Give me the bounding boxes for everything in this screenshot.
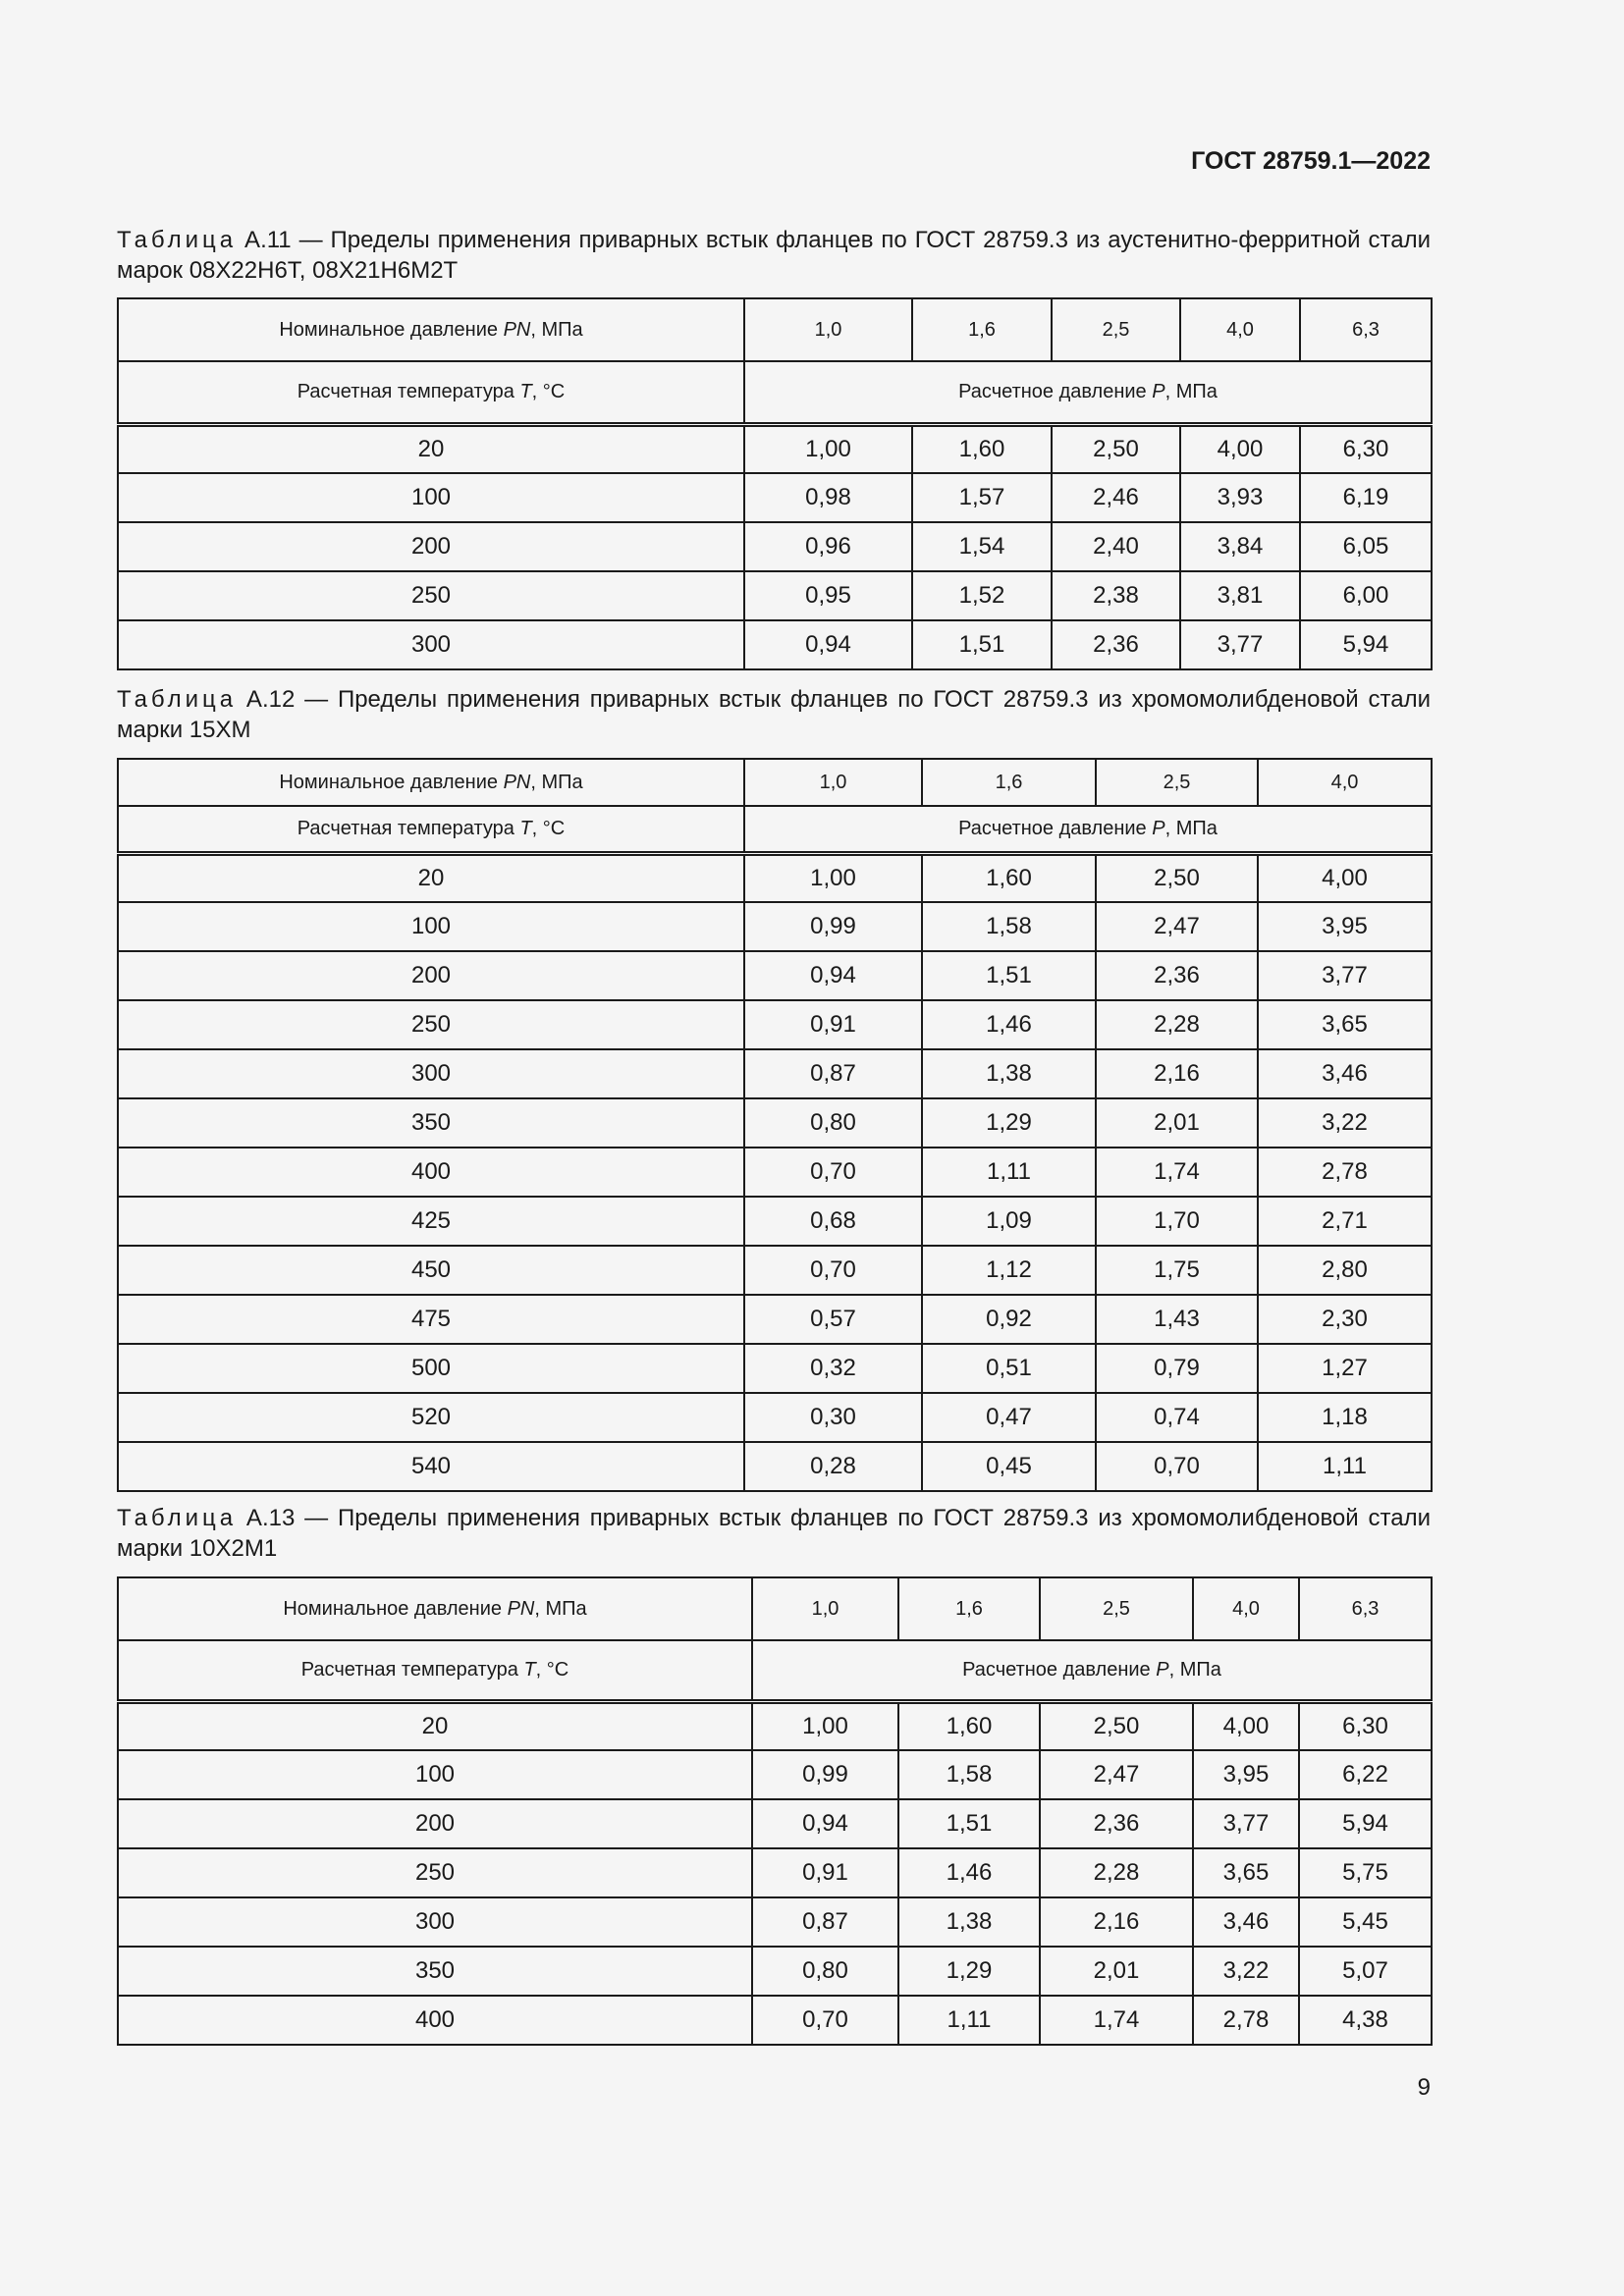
value-cell: 0,70	[744, 1246, 922, 1295]
table-row	[118, 620, 1432, 669]
temperature-cell: 100	[118, 473, 744, 522]
value-cell: 1,60	[912, 424, 1052, 473]
table-row	[118, 1701, 1432, 1750]
temperature-cell: 540	[118, 1442, 744, 1491]
value-cell: 1,70	[1096, 1197, 1258, 1246]
temperature-header-row	[118, 806, 1432, 853]
value-cell: 1,43	[1096, 1295, 1258, 1344]
pn-value: 1,0	[752, 1577, 898, 1640]
table-label: Таблица	[117, 686, 238, 713]
value-cell: 6,05	[1300, 522, 1432, 571]
value-cell: 2,50	[1052, 424, 1180, 473]
temperature-header-cell: Расчетная температура T, °С	[118, 806, 744, 853]
pn-value: 1,6	[922, 759, 1096, 806]
value-cell: 1,52	[912, 571, 1052, 620]
value-cell: 1,60	[898, 1701, 1040, 1750]
value-cell: 0,92	[922, 1295, 1096, 1344]
value-cell: 2,80	[1258, 1246, 1432, 1295]
value-cell: 2,01	[1096, 1098, 1258, 1148]
table-row	[118, 1049, 1432, 1098]
value-cell: 1,29	[898, 1947, 1040, 1996]
document-code: ГОСТ 28759.1—2022	[1191, 147, 1431, 175]
temperature-cell: 300	[118, 620, 744, 669]
value-cell: 0,79	[1096, 1344, 1258, 1393]
pn-value: 6,3	[1299, 1577, 1432, 1640]
pn-value: 4,0	[1193, 1577, 1299, 1640]
pn-header-row	[118, 298, 1432, 361]
value-cell: 0,68	[744, 1197, 922, 1246]
temperature-cell: 400	[118, 1996, 752, 2045]
value-cell: 2,78	[1193, 1996, 1299, 2045]
value-cell: 4,00	[1193, 1701, 1299, 1750]
value-cell: 0,91	[744, 1000, 922, 1049]
pn-value: 2,5	[1052, 298, 1180, 361]
pn-header-row	[118, 1577, 1432, 1640]
temperature-cell: 300	[118, 1897, 752, 1947]
table-row	[118, 571, 1432, 620]
pn-value: 6,3	[1300, 298, 1432, 361]
value-cell: 2,16	[1040, 1897, 1193, 1947]
value-cell: 2,40	[1052, 522, 1180, 571]
value-cell: 1,51	[898, 1799, 1040, 1848]
value-cell: 5,94	[1299, 1799, 1432, 1848]
value-cell: 1,00	[744, 853, 922, 902]
value-cell: 1,38	[898, 1897, 1040, 1947]
value-cell: 1,11	[1258, 1442, 1432, 1491]
value-cell: 0,51	[922, 1344, 1096, 1393]
table-row	[118, 1344, 1432, 1393]
pn-value: 1,6	[898, 1577, 1040, 1640]
value-cell: 0,28	[744, 1442, 922, 1491]
table-row	[118, 1393, 1432, 1442]
value-cell: 2,38	[1052, 571, 1180, 620]
pn-value: 1,6	[912, 298, 1052, 361]
value-cell: 0,98	[744, 473, 912, 522]
temperature-cell: 20	[118, 853, 744, 902]
value-cell: 1,27	[1258, 1344, 1432, 1393]
value-cell: 0,45	[922, 1442, 1096, 1491]
table-row	[118, 1996, 1432, 2045]
table-a11	[117, 297, 1433, 670]
pn-value: 1,0	[744, 298, 912, 361]
table-label: Таблица	[117, 1505, 238, 1531]
value-cell: 0,70	[752, 1996, 898, 2045]
value-cell: 5,45	[1299, 1897, 1432, 1947]
table-row	[118, 1848, 1432, 1897]
table-caption-a12	[117, 684, 1431, 745]
value-cell: 1,57	[912, 473, 1052, 522]
temperature-cell: 100	[118, 1750, 752, 1799]
value-cell: 2,47	[1040, 1750, 1193, 1799]
value-cell: 5,75	[1299, 1848, 1432, 1897]
value-cell: 2,47	[1096, 902, 1258, 951]
pressure-header-cell: Расчетное давление P, МПа	[752, 1640, 1432, 1701]
temperature-cell: 350	[118, 1098, 744, 1148]
table-row	[118, 522, 1432, 571]
value-cell: 2,28	[1040, 1848, 1193, 1897]
temperature-header-row	[118, 1640, 1432, 1701]
value-cell: 0,99	[744, 902, 922, 951]
value-cell: 1,29	[922, 1098, 1096, 1148]
temperature-header-row	[118, 361, 1432, 424]
table-row	[118, 1197, 1432, 1246]
value-cell: 0,80	[752, 1947, 898, 1996]
value-cell: 2,36	[1096, 951, 1258, 1000]
value-cell: 0,47	[922, 1393, 1096, 1442]
value-cell: 6,30	[1300, 424, 1432, 473]
value-cell: 2,78	[1258, 1148, 1432, 1197]
temperature-cell: 520	[118, 1393, 744, 1442]
value-cell: 1,46	[898, 1848, 1040, 1897]
page-number: 9	[1417, 2074, 1431, 2101]
value-cell: 2,30	[1258, 1295, 1432, 1344]
value-cell: 5,07	[1299, 1947, 1432, 1996]
value-cell: 4,38	[1299, 1996, 1432, 2045]
value-cell: 3,22	[1258, 1098, 1432, 1148]
table-caption-text: А.11 — Пределы применения приварных встык фланцев по ГОСТ 28759.3 из аустенитно-ферритной стали марок 08Х22Н6Т, 08Х21Н6М2Т	[117, 227, 1431, 284]
value-cell: 2,36	[1052, 620, 1180, 669]
table-row	[118, 1799, 1432, 1848]
pn-header-cell: Номинальное давление PN, МПа	[118, 298, 744, 361]
value-cell: 6,30	[1299, 1701, 1432, 1750]
table-row	[118, 1295, 1432, 1344]
table-row	[118, 1098, 1432, 1148]
value-cell: 1,00	[752, 1701, 898, 1750]
value-cell: 2,36	[1040, 1799, 1193, 1848]
value-cell: 1,75	[1096, 1246, 1258, 1295]
value-cell: 3,93	[1180, 473, 1300, 522]
table-label: Таблица	[117, 227, 238, 253]
table-caption-text: А.13 — Пределы применения приварных встык фланцев по ГОСТ 28759.3 из хромомолибденовой стали марки 10Х2М1	[117, 1505, 1431, 1562]
temperature-cell: 500	[118, 1344, 744, 1393]
value-cell: 3,81	[1180, 571, 1300, 620]
value-cell: 1,09	[922, 1197, 1096, 1246]
pn-value: 2,5	[1040, 1577, 1193, 1640]
value-cell: 2,16	[1096, 1049, 1258, 1098]
table-row	[118, 853, 1432, 902]
value-cell: 1,12	[922, 1246, 1096, 1295]
temperature-cell: 200	[118, 522, 744, 571]
temperature-header-cell: Расчетная температура T, °С	[118, 1640, 752, 1701]
value-cell: 1,74	[1096, 1148, 1258, 1197]
value-cell: 0,87	[752, 1897, 898, 1947]
value-cell: 3,46	[1193, 1897, 1299, 1947]
value-cell: 1,54	[912, 522, 1052, 571]
value-cell: 3,95	[1193, 1750, 1299, 1799]
temperature-cell: 250	[118, 1848, 752, 1897]
pressure-header-cell: Расчетное давление P, МПа	[744, 806, 1432, 853]
value-cell: 2,50	[1040, 1701, 1193, 1750]
table-caption-text: А.12 — Пределы применения приварных встык фланцев по ГОСТ 28759.3 из хромомолибденовой стали марки 15ХМ	[117, 686, 1431, 743]
value-cell: 1,58	[898, 1750, 1040, 1799]
temperature-cell: 350	[118, 1947, 752, 1996]
value-cell: 3,65	[1193, 1848, 1299, 1897]
value-cell: 6,00	[1300, 571, 1432, 620]
value-cell: 0,94	[744, 951, 922, 1000]
table-caption-a13	[117, 1503, 1431, 1564]
value-cell: 1,51	[912, 620, 1052, 669]
temperature-cell: 475	[118, 1295, 744, 1344]
value-cell: 1,60	[922, 853, 1096, 902]
table-a13	[117, 1576, 1433, 2046]
value-cell: 1,18	[1258, 1393, 1432, 1442]
value-cell: 6,19	[1300, 473, 1432, 522]
value-cell: 4,00	[1258, 853, 1432, 902]
table-row	[118, 951, 1432, 1000]
pn-value: 4,0	[1258, 759, 1432, 806]
value-cell: 0,70	[744, 1148, 922, 1197]
table-row	[118, 1246, 1432, 1295]
pn-value: 4,0	[1180, 298, 1300, 361]
temperature-cell: 450	[118, 1246, 744, 1295]
value-cell: 0,80	[744, 1098, 922, 1148]
value-cell: 1,11	[898, 1996, 1040, 2045]
value-cell: 1,74	[1040, 1996, 1193, 2045]
value-cell: 3,77	[1180, 620, 1300, 669]
value-cell: 5,94	[1300, 620, 1432, 669]
value-cell: 3,77	[1193, 1799, 1299, 1848]
temperature-cell: 400	[118, 1148, 744, 1197]
value-cell: 3,77	[1258, 951, 1432, 1000]
value-cell: 0,57	[744, 1295, 922, 1344]
value-cell: 0,70	[1096, 1442, 1258, 1491]
table-row	[118, 1897, 1432, 1947]
pn-header-row	[118, 759, 1432, 806]
temperature-cell: 250	[118, 1000, 744, 1049]
value-cell: 0,32	[744, 1344, 922, 1393]
pressure-header-cell: Расчетное давление P, МПа	[744, 361, 1432, 424]
table-row	[118, 473, 1432, 522]
value-cell: 1,38	[922, 1049, 1096, 1098]
pn-value: 1,0	[744, 759, 922, 806]
table-row	[118, 424, 1432, 473]
pn-header-cell: Номинальное давление PN, МПа	[118, 1577, 752, 1640]
temperature-cell: 100	[118, 902, 744, 951]
temperature-header-cell: Расчетная температура T, °С	[118, 361, 744, 424]
table-row	[118, 1000, 1432, 1049]
table-caption-a11	[117, 225, 1431, 286]
value-cell: 4,00	[1180, 424, 1300, 473]
value-cell: 0,94	[744, 620, 912, 669]
value-cell: 0,96	[744, 522, 912, 571]
value-cell: 2,50	[1096, 853, 1258, 902]
temperature-cell: 300	[118, 1049, 744, 1098]
value-cell: 2,28	[1096, 1000, 1258, 1049]
value-cell: 0,99	[752, 1750, 898, 1799]
table-row	[118, 1750, 1432, 1799]
temperature-cell: 200	[118, 1799, 752, 1848]
value-cell: 1,58	[922, 902, 1096, 951]
value-cell: 0,94	[752, 1799, 898, 1848]
value-cell: 3,22	[1193, 1947, 1299, 1996]
value-cell: 2,01	[1040, 1947, 1193, 1996]
value-cell: 6,22	[1299, 1750, 1432, 1799]
pn-value: 2,5	[1096, 759, 1258, 806]
value-cell: 1,11	[922, 1148, 1096, 1197]
table-a12	[117, 758, 1433, 1492]
temperature-cell: 20	[118, 424, 744, 473]
value-cell: 0,30	[744, 1393, 922, 1442]
pn-header-cell: Номинальное давление PN, МПа	[118, 759, 744, 806]
value-cell: 0,87	[744, 1049, 922, 1098]
table-row	[118, 1442, 1432, 1491]
value-cell: 1,46	[922, 1000, 1096, 1049]
temperature-cell: 200	[118, 951, 744, 1000]
value-cell: 3,84	[1180, 522, 1300, 571]
value-cell: 3,65	[1258, 1000, 1432, 1049]
value-cell: 3,46	[1258, 1049, 1432, 1098]
value-cell: 0,74	[1096, 1393, 1258, 1442]
temperature-cell: 250	[118, 571, 744, 620]
value-cell: 2,71	[1258, 1197, 1432, 1246]
value-cell: 2,46	[1052, 473, 1180, 522]
value-cell: 1,00	[744, 424, 912, 473]
table-row	[118, 902, 1432, 951]
temperature-cell: 425	[118, 1197, 744, 1246]
table-row	[118, 1148, 1432, 1197]
value-cell: 1,51	[922, 951, 1096, 1000]
value-cell: 0,91	[752, 1848, 898, 1897]
value-cell: 3,95	[1258, 902, 1432, 951]
value-cell: 0,95	[744, 571, 912, 620]
temperature-cell: 20	[118, 1701, 752, 1750]
table-row	[118, 1947, 1432, 1996]
